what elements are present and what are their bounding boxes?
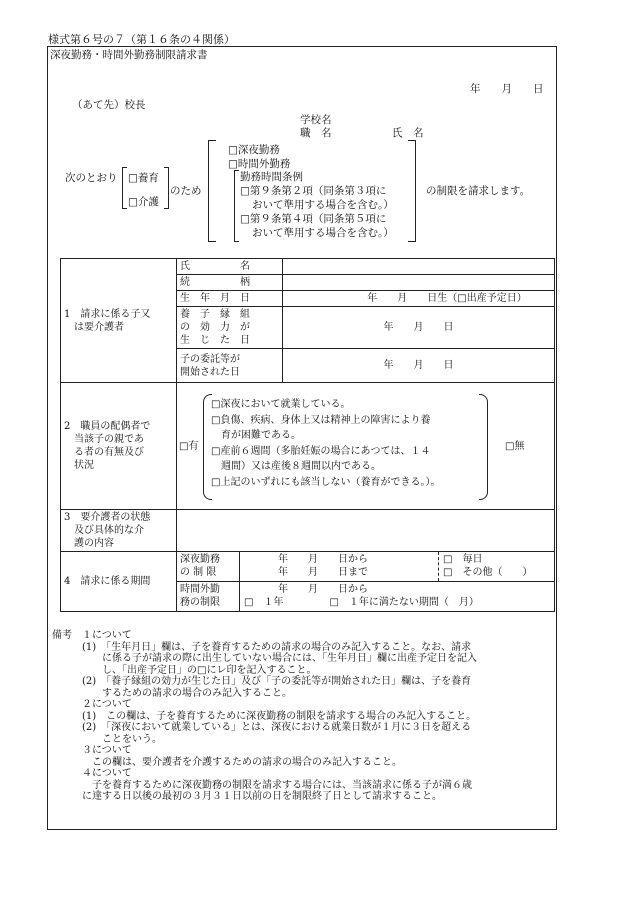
ordinance-bracket-left: [234, 170, 239, 242]
note-line: ことをいう。: [52, 733, 162, 745]
purpose-bracket-left: [122, 167, 127, 209]
row2-header-line3: る者の有無及び: [64, 447, 144, 458]
night-from: 年 月 日から: [278, 554, 368, 565]
field-name-label: 氏 名: [177, 259, 283, 275]
spouse-opt-prenatal[interactable]: □産前６週間（多胎妊娠の場合にあつては、１４: [211, 445, 431, 457]
option-article9-2-note: おいて準用する場合を含む。）: [252, 199, 394, 211]
note-line: (1) 「生年月日」欄は、子を養育するための請求の場合のみ記入すること。なお、請求: [52, 641, 472, 653]
restriction-bracket-left: [208, 140, 216, 242]
purpose-bracket-right: [164, 167, 169, 209]
overtime-opt-partial[interactable]: □ １年に満たない期間（ 月）: [329, 597, 479, 608]
field-birthdate-value[interactable]: 年 月 日生（□出産予定日）: [283, 291, 555, 307]
night-to: 年 月 日まで: [278, 567, 368, 578]
request-intro: 次のとおり: [65, 172, 118, 184]
overtime-from[interactable]: 年 月 日から: [278, 584, 368, 595]
restriction-bracket-right: [408, 140, 416, 242]
remarks-section: [52, 630, 557, 803]
spouse-opt-night[interactable]: □深夜において就業している。: [211, 398, 351, 410]
option-overtime[interactable]: □時間外勤務: [228, 158, 291, 170]
field-custody-label: [177, 349, 283, 383]
custody-line2: 開始された日: [180, 366, 240, 378]
field-relation-value[interactable]: [283, 275, 555, 291]
field-relation-label: 続 柄: [177, 275, 283, 291]
adoption-line3: 生 じ た 日: [180, 335, 250, 346]
night-frequency: [439, 552, 532, 581]
option-article9-2[interactable]: □第９条第２項（同条第３項に: [240, 185, 387, 197]
spouse-opt-prenatal-cont: 週間）又は産後８週間以内である。: [211, 460, 381, 472]
field-adoption-value[interactable]: 年 月 日: [283, 307, 555, 349]
option-night-work[interactable]: □深夜勤務: [228, 144, 280, 156]
row3-header-line1: 3 要介護者の状態: [64, 512, 151, 523]
row3-header-line3: 護の内容: [64, 538, 114, 549]
note-line: するための請求の場合のみ記入すること。: [52, 687, 292, 699]
note-line: (2) 「深夜において就業している」とは、深夜における就業日数が１月に３日を超える: [52, 722, 472, 733]
note-line: ４について: [52, 768, 132, 779]
overtime-limit-label: [177, 582, 240, 611]
note-line: ２について: [52, 699, 132, 710]
row1-header-line2: は要介護者: [64, 321, 124, 333]
request-suffix: の制限を請求します。: [426, 185, 531, 197]
row1-header-line1: 1 請求に係る子又: [64, 308, 151, 320]
night-opt-daily[interactable]: □ 毎日: [443, 554, 483, 565]
night-label-line2: の 制 限: [180, 567, 217, 578]
purpose-suffix: のため: [170, 185, 202, 197]
row2-header-line1: 2 職員の配偶者で: [64, 421, 151, 432]
purpose-option-nursing[interactable]: □介護: [128, 196, 159, 208]
form-number: 様式第６号の７（第１６条の４関係）: [48, 33, 235, 46]
row3-header-line2: 及び具体的な介: [64, 525, 144, 536]
note-line: に達する日以後の最初の３月３１日以前の日を制限終了日として請求すること。: [52, 791, 442, 802]
note-line: 子を養育するために深夜勤務の制限を請求する場合には、当該請求に係る子が満６歳: [52, 779, 472, 791]
overtime-opt-year[interactable]: □ １年: [244, 597, 284, 608]
row1-header: [61, 259, 177, 383]
field-adoption-label: [177, 307, 283, 349]
name-label: 氏 名: [392, 127, 424, 139]
overtime-label-line1: 時間外勤: [180, 584, 220, 595]
option-article9-4[interactable]: □第９条第４項（同条第５項に: [240, 213, 387, 225]
overtime-limit-row: [177, 582, 555, 612]
row2-spouse-cell: [177, 383, 555, 510]
note-line: し、「出産予定日」の□にレ印を記入すること。: [52, 664, 317, 676]
form-title: 深夜勤務・時間外勤務制限請求書: [50, 49, 208, 61]
spouse-opt-illness[interactable]: □負傷、疾病、身体上又は精神上の障害により養: [211, 414, 431, 426]
night-limit-label: [177, 552, 240, 581]
overtime-period: [240, 582, 479, 611]
note-line: (1) この欄は、子を養育するために深夜勤務の制限を請求する場合のみ記入すること。: [52, 710, 477, 722]
row2-header: [61, 383, 177, 510]
field-name-value[interactable]: [283, 259, 555, 275]
night-period[interactable]: [240, 552, 439, 581]
position-label: 職 名: [300, 127, 332, 139]
row4-header: 4 請求に係る期間: [61, 552, 177, 612]
overtime-options: [244, 596, 479, 609]
note-line: この欄は、要介護者を介護するための請求の場合のみ記入すること。: [52, 756, 402, 768]
spouse-yes-option[interactable]: □有: [179, 440, 199, 452]
row2-header-line2: 当該子の親であ: [64, 434, 144, 445]
row2-header-line4: 状況: [64, 460, 94, 471]
spouse-no-option[interactable]: □無: [505, 440, 525, 452]
row3-header: [61, 510, 177, 552]
note-line: に係る子が請求の際に出生していない場合には、「生年月日」欄に出産予定日を記入: [52, 653, 477, 664]
night-opt-other[interactable]: □ その他（ ）: [443, 567, 533, 578]
purpose-option-childcare[interactable]: □養育: [128, 172, 159, 184]
field-custody-value[interactable]: 年 月 日: [283, 349, 555, 383]
note-line: 備考 １について: [52, 630, 132, 641]
request-table: [60, 258, 555, 612]
addressee: （あて先）校長: [72, 99, 146, 111]
field-birthdate-label: 生 年 月 日: [177, 291, 283, 307]
row3-content[interactable]: [177, 510, 555, 552]
custody-line1: 子の委託等が: [180, 353, 240, 365]
date-line: 年 月 日: [470, 83, 544, 95]
school-name-label: 学校名: [300, 114, 332, 126]
ordinance-label: 勤務時間条例: [240, 171, 303, 183]
note-line: (2) 「養子縁組の効力が生じた日」及び「子の委託等が開始された日」欄は、子を養育: [52, 676, 472, 687]
option-article9-4-note: おいて準用する場合を含む。）: [252, 227, 394, 239]
night-label-line1: 深夜勤務: [180, 554, 220, 565]
note-line: ３について: [52, 745, 132, 756]
overtime-label-line2: 務の制限: [180, 597, 220, 608]
adoption-line2: の 効 力 が: [180, 322, 250, 333]
spouse-opt-none[interactable]: □上記のいずれにも該当しない（養育ができる。）。: [211, 476, 441, 488]
spouse-opt-illness-cont: 育が困難である。: [211, 429, 301, 441]
adoption-line1: 養 子 縁 組: [180, 309, 250, 320]
spouse-bracket-right: [479, 394, 488, 500]
night-limit-row: [177, 552, 555, 582]
